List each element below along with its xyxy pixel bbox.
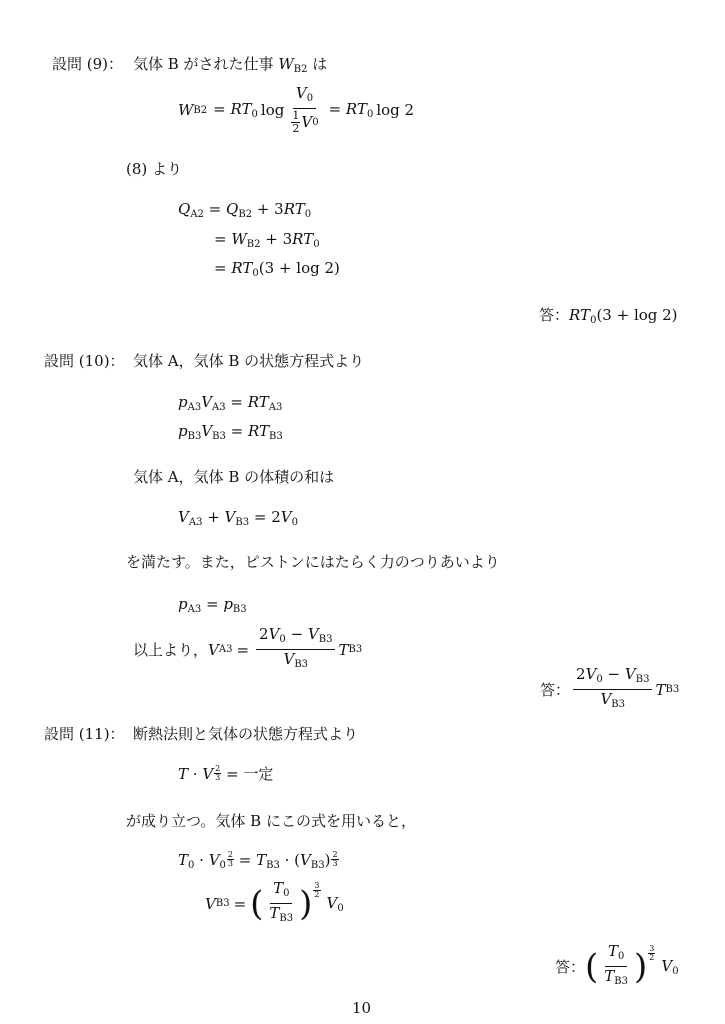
q11-eq2-fraction: $\frac{T_0}{T_{B3}}$: [269, 879, 294, 924]
q10-state-eq-b: $p_{B3}V_{B3} = RT_{B3}$: [178, 422, 283, 442]
q10-answer-fraction: $\frac{2V_0 - V_{B3}}{V_{B3}}$: [573, 666, 652, 713]
q11-eq2: V B3 = ( $\frac{T_0}{T_{B3}}$ ) $\frac{3}{2}$ $V_0$: [205, 880, 344, 927]
q10-answer: 答： $\frac{2V_0 - V_{B3}}{V_{B3}}$ T B3: [540, 666, 679, 713]
q9-heat-line1: $Q_{A2} = Q_{B2} + 3RT_0$: [178, 200, 312, 220]
q11-answer-fraction: $\frac{T_0}{T_{B3}}$: [604, 942, 629, 987]
q11-label: 設問 (11)：: [44, 725, 125, 743]
q9-label: 設問 (9)：: [52, 55, 124, 73]
q10-satisfy-text: を満たす。また，ピストンにはたらく力のつりあいより: [126, 553, 500, 571]
q9-heat-line2: = $W_{B2} + 3RT_0$: [214, 230, 320, 250]
q9-heat-line3: = $RT_0(3 + \log 2)$: [214, 259, 340, 279]
q11-eq1: $T_0 \cdot V_0$ $\frac{2}{3}$ = $T_{B3} \cdot (V_{B3})$ $\frac{2}{3}$: [178, 850, 338, 871]
q9-intro: 気体 B がされた仕事 $W_{B2}$ は: [133, 55, 328, 75]
page-number: 10: [352, 999, 372, 1017]
q9-answer: 答：$RT_0(3 + \log 2)$: [539, 306, 678, 326]
q11-adiabatic-law: T · V $\frac{2}{3}$ = 一定: [178, 764, 274, 783]
q11-apply-text: が成り立つ。気体 B にこの式を用いると，: [126, 812, 416, 830]
q10-volume-eq: $V_{A3} + V_{B3} = 2V_0$: [178, 508, 298, 528]
q10-state-eq-a: $p_{A3}V_{A3} = RT_{A3}$: [178, 393, 283, 413]
q11-answer: 答： ( $\frac{T_0}{T_{B3}}$ ) $\frac{3}{2}$ $V_0$: [555, 943, 679, 990]
q9-work-fraction: $V_0$ $\frac{1}{2}$ V 0: [292, 84, 319, 135]
q10-pressure-eq: $p_{A3} = p_{B3}$: [178, 595, 247, 615]
q10-result: 以上より， V A3 = $\frac{2V_0 - V_{B3}}{V_{B3}}$ T B3: [133, 626, 362, 673]
q9-from8: (8) より: [126, 160, 183, 178]
q9-work-equation: W B2 = $RT_0$ log $V_0$ $\frac{1}{2}$ V 0 = $RT_0$ log 2: [178, 84, 415, 135]
q10-result-fraction: $\frac{2V_0 - V_{B3}}{V_{B3}}$: [256, 626, 335, 673]
q11-intro: 断熱法則と気体の状態方程式より: [133, 725, 359, 743]
q10-label: 設問 (10)：: [44, 352, 125, 370]
q10-intro: 気体 A，気体 B の状態方程式より: [133, 352, 365, 370]
q10-volume-text: 気体 A，気体 B の体積の和は: [133, 468, 335, 486]
